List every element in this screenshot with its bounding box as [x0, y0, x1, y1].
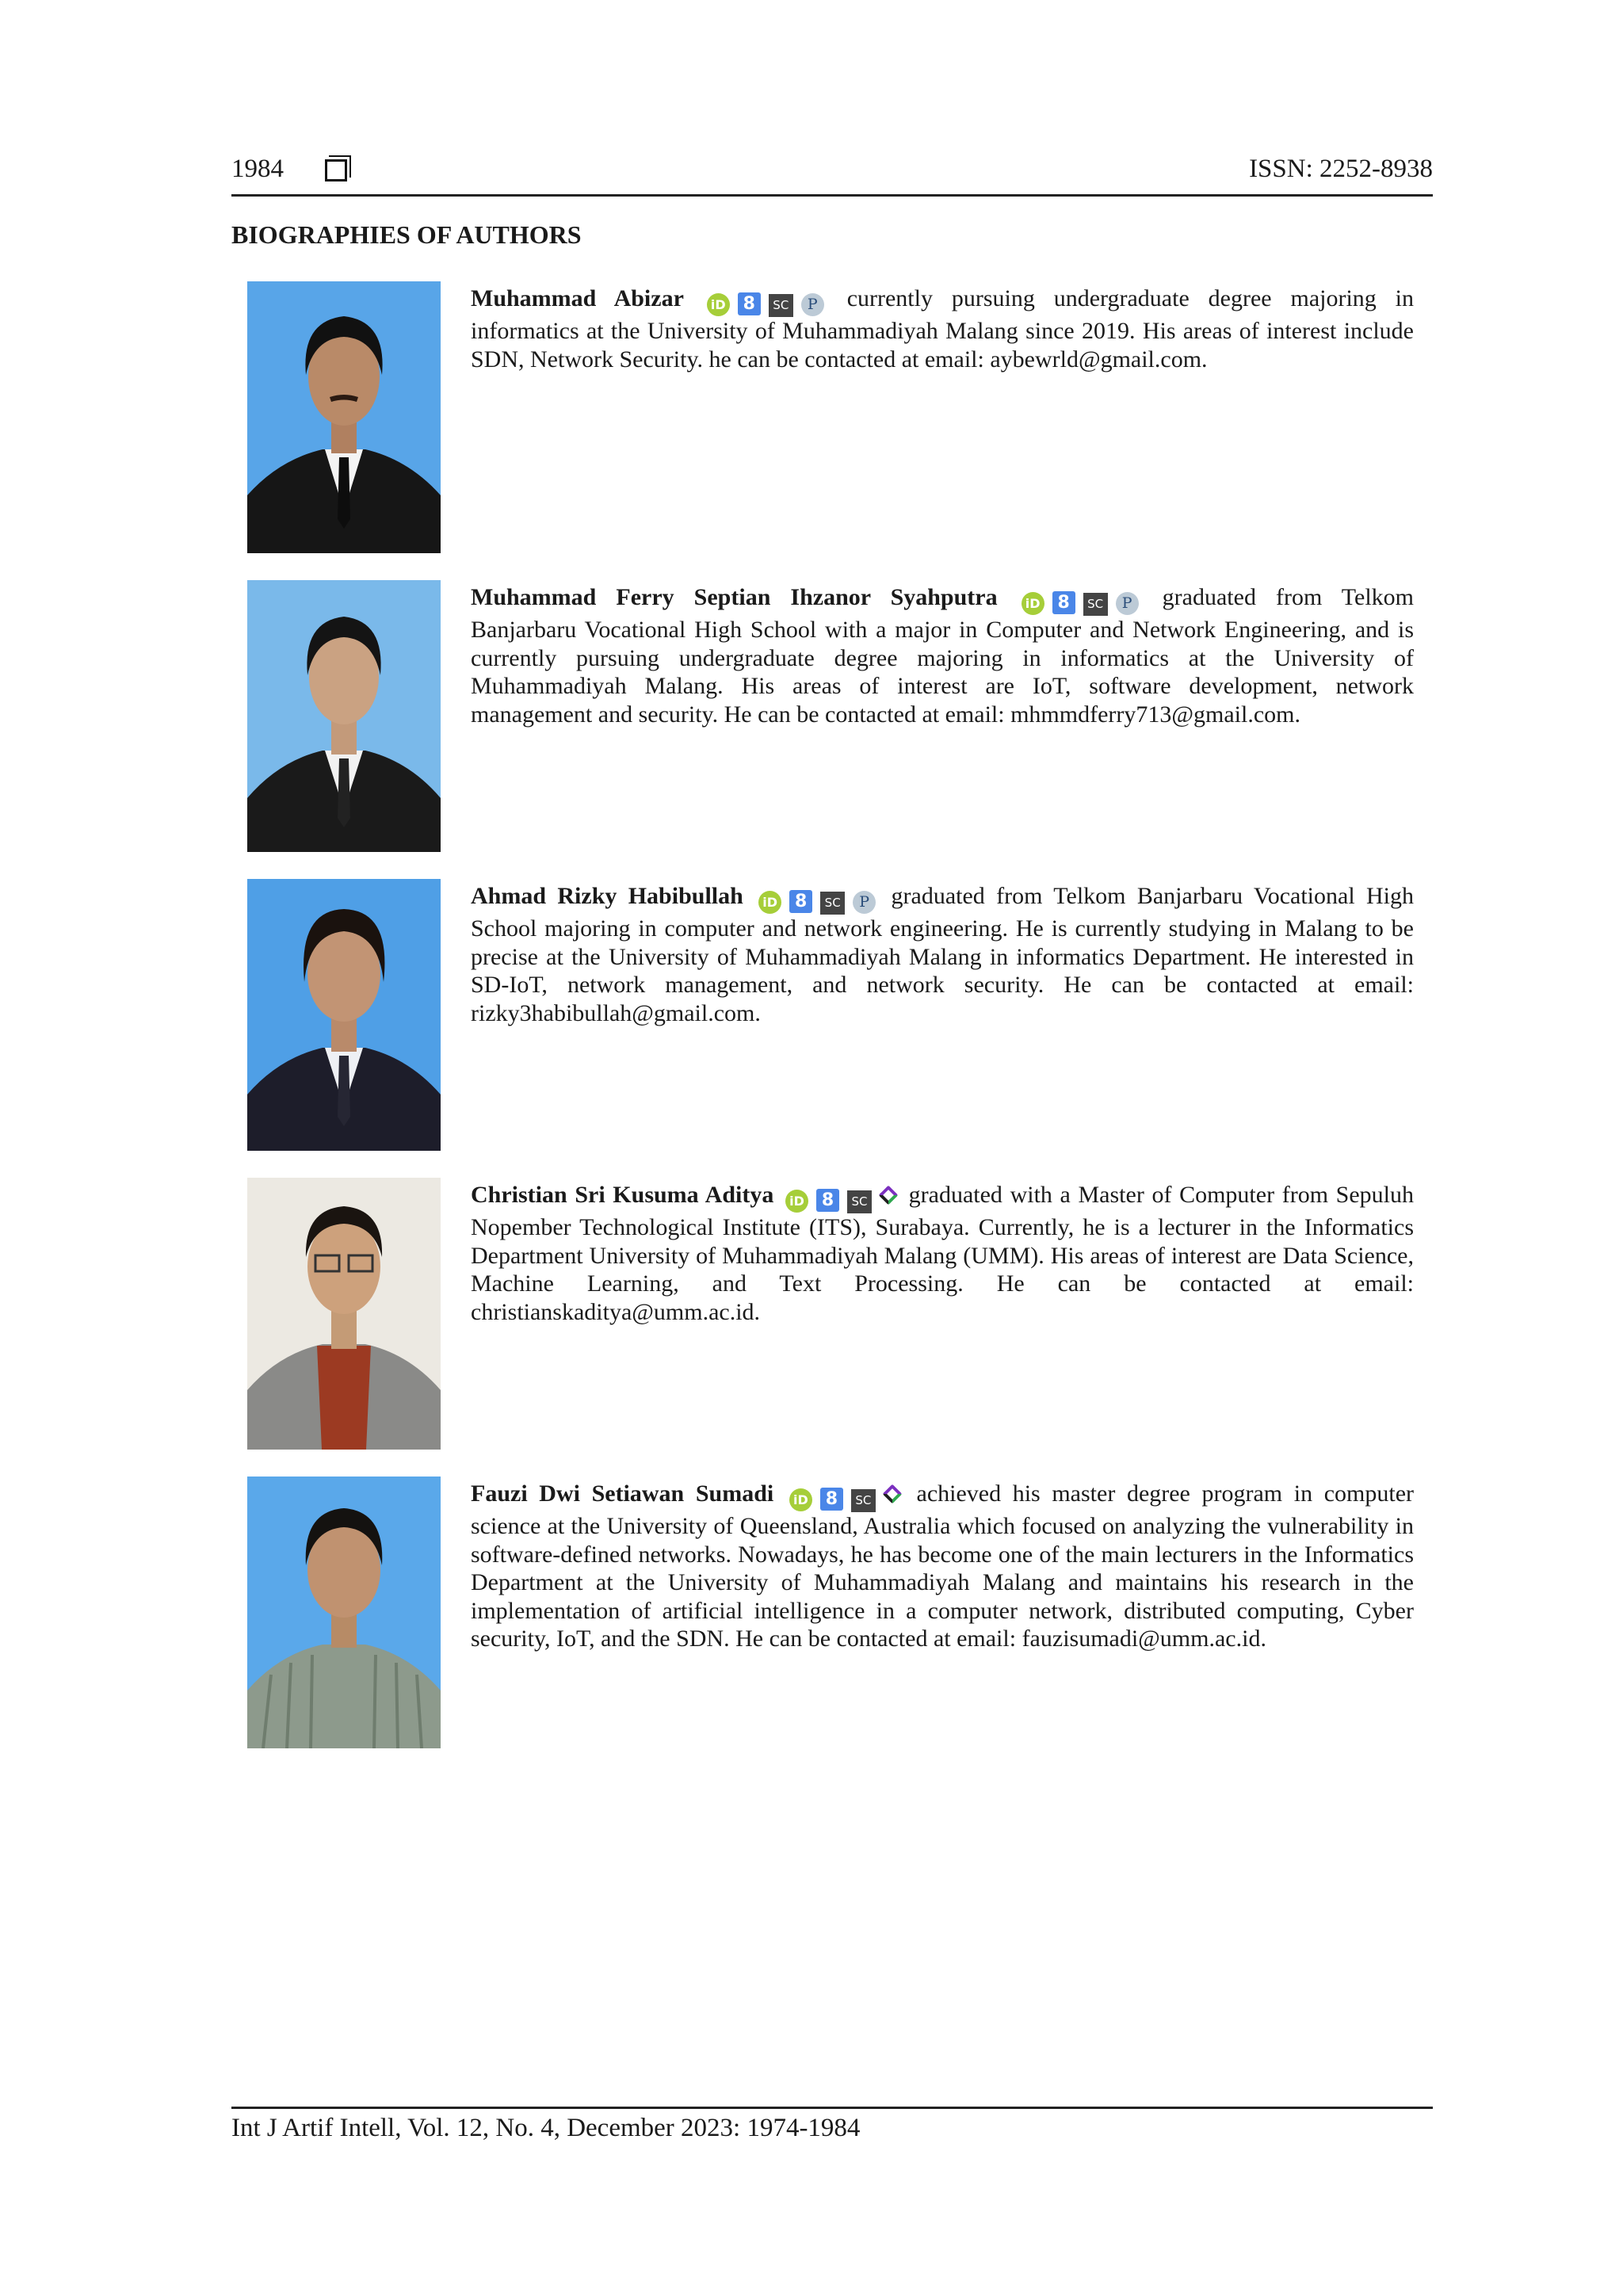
section-title: BIOGRAPHIES OF AUTHORS: [231, 220, 582, 249]
author-bio: [471, 882, 1414, 1027]
scopus-icon[interactable]: SC: [820, 892, 845, 915]
google-scholar-icon[interactable]: 8: [738, 292, 761, 315]
author-bio: [471, 285, 1414, 373]
author-photo: [247, 580, 441, 852]
google-scholar-icon[interactable]: 8: [816, 1189, 839, 1212]
author-bio-text: graduated from Telkom Banjarbaru Vocational High School with a major in Computer and Network Engineering, and is currently pursuing undergraduate degree majoring in informatics at the University of Muhammadiyah Malang. His areas of interest are IoT, software development, network management and security. He can be contacted at email: mhmmdferry713@gmail.com.: [471, 584, 1414, 728]
google-scholar-icon[interactable]: 8: [820, 1488, 843, 1511]
author-photo: [247, 281, 441, 553]
author-name: Christian Sri Kusuma Aditya: [471, 1182, 774, 1208]
author-entry: [247, 1178, 1414, 1450]
author-bio-text: graduated from Telkom Banjarbaru Vocational High School majoring in computer and network engineering. He is currently studying in Malang to be precise at the University of Muhammadiyah Malang in informatics Department. He interested in SD-IoT, network management, and network security. He can be contacted at email: rizky3habibullah@gmail.com.: [471, 883, 1415, 1026]
author-photo: [247, 1178, 441, 1450]
author-entry: [247, 1477, 1414, 1748]
orcid-icon[interactable]: iD: [1022, 592, 1044, 615]
author-photo: [247, 1477, 441, 1748]
web-of-science-icon[interactable]: [879, 1186, 899, 1205]
journal-citation: Int J Artif Intell, Vol. 12, No. 4, December 2023: 1974-1984: [231, 2114, 861, 2142]
author-bio: [471, 1181, 1414, 1326]
box-icon: [325, 159, 347, 181]
orcid-icon[interactable]: iD: [789, 1488, 812, 1511]
issn: ISSN: 2252-8938: [1249, 155, 1433, 183]
author-entry: [247, 580, 1414, 852]
publons-icon[interactable]: P: [853, 891, 876, 914]
author-entry: [247, 281, 1414, 553]
author-bio-text: currently pursuing undergraduate degree majoring in informatics at the University of Muhammadiyah Malang since 2019. His areas of interest include SDN, Network Security. he can be contacted at email: aybewrld@gmail.com.: [471, 285, 1415, 372]
page-footer: [231, 2107, 1433, 2142]
google-scholar-icon[interactable]: 8: [789, 890, 812, 913]
web-of-science-icon[interactable]: [882, 1484, 902, 1504]
orcid-icon[interactable]: iD: [785, 1190, 808, 1213]
author-name: Fauzi Dwi Setiawan Sumadi: [471, 1480, 774, 1507]
orcid-icon[interactable]: iD: [758, 891, 781, 914]
scopus-icon[interactable]: SC: [1083, 593, 1108, 616]
orcid-icon[interactable]: iD: [707, 293, 730, 316]
author-bio-text: achieved his master degree program in computer science at the University of Queensland, Australia which focused on analyzing the vulnerability in software-defined networks. Nowadays, he has become one of the main lecturers in the Informatics Department at the University of Muhammadiyah Malang and maintains his research in the implementation of artificial intelligence in a computer network, distributed computing, Cyber security, IoT, and the SDN. He can be contacted at email: fauzisumadi@umm.ac.id.: [471, 1480, 1414, 1652]
author-bio: [471, 583, 1414, 728]
google-scholar-icon[interactable]: 8: [1052, 591, 1075, 614]
author-name: Muhammad Ferry Septian Ihzanor Syahputra: [471, 584, 998, 610]
scopus-icon[interactable]: SC: [769, 294, 793, 317]
page-header: [231, 155, 1433, 197]
author-entry: [247, 879, 1414, 1151]
author-name: Ahmad Rizky Habibullah: [471, 883, 743, 909]
publons-icon[interactable]: P: [1116, 592, 1139, 615]
publons-icon[interactable]: P: [801, 293, 824, 316]
page-number: 1984: [231, 155, 284, 183]
author-photo: [247, 879, 441, 1151]
scopus-icon[interactable]: SC: [851, 1489, 876, 1512]
scopus-icon[interactable]: SC: [847, 1190, 872, 1213]
author-bio: [471, 1480, 1414, 1653]
author-name: Muhammad Abizar: [471, 285, 684, 311]
author-bio-text: graduated with a Master of Computer from Sepuluh Nopember Technological Institute (ITS), Surabaya. Currently, he is a lecturer in the Informatics Department University of Muhammadiyah Malang (UMM). His areas of interest are Data Science, Machine Learning, and Text Processing. He can be contacted at email: christianskaditya@umm.ac.id.: [471, 1182, 1415, 1325]
